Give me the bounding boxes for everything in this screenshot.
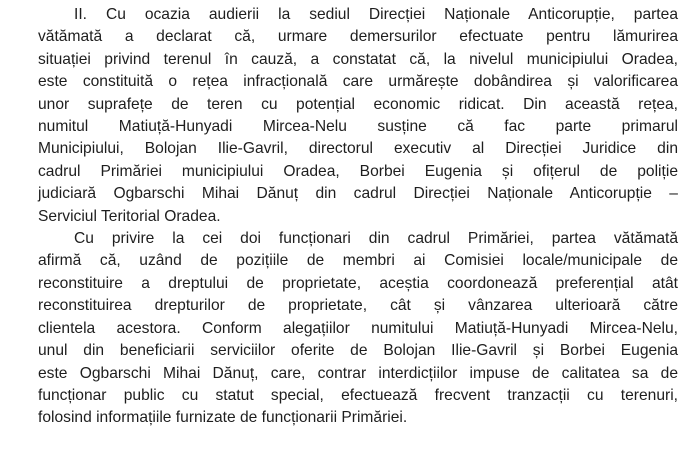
text-line: este Ogbarschi Mihai Dănuț, care, contrar interdicțiilor impuse de calitatea sa de	[38, 364, 678, 382]
text-line: reconstituire a dreptului de proprietate, aceștia coordonează preferențial atât	[38, 274, 678, 292]
text-line: Municipiului, Bolojan Ilie-Gavril, directorul executiv al Direcției Juridice din	[38, 140, 678, 158]
text-line: este constituită o rețea infracțională care urmărește dobândirea și valorificarea	[38, 73, 678, 91]
text-line: reconstituirea drepturilor de proprietate, cât și vânzarea ulterioară către	[38, 297, 678, 315]
text-line: situației privind terenul în cauză, a constatat că, la nivelul municipiului Oradea,	[38, 50, 678, 68]
text-line: judiciară Ogbarschi Mihai Dănuț din cadrul Direcției Naționale Anticorupție –	[38, 185, 678, 203]
text-line: clientela acestora. Conform alegațiilor numitului Matiuță-Hunyadi Mircea-Nelu,	[38, 319, 678, 337]
paragraph-2	[38, 228, 678, 430]
paragraph-1	[38, 4, 678, 228]
text-line: afirmă că, uzând de pozițiile de membri ai Comisiei locale/municipale de	[38, 252, 678, 270]
text-line: funcționar public cu statut special, efectuează frecvent tranzacții cu terenuri,	[38, 386, 678, 404]
text-line: vătămată a declarat că, urmare demersurilor efectuate pentru lămurirea	[38, 28, 678, 46]
text-line: cadrul Primăriei municipiului Oradea, Borbei Eugenia și ofițerul de poliție	[38, 162, 678, 180]
document-page	[38, 4, 678, 430]
text-line: unul din beneficiarii serviciilor oferite de Bolojan Ilie-Gavril și Borbei Eugenia	[38, 342, 678, 360]
text-line: Serviciul Teritorial Oradea.	[38, 207, 221, 225]
text-line: numitul Matiuță-Hunyadi Mircea-Nelu susține că fac parte primarul	[38, 118, 678, 136]
text-line: Cu privire la cei doi funcționari din cadrul Primăriei, partea vătămată	[74, 230, 678, 248]
text-line: folosind informațiile furnizate de funcționarii Primăriei.	[38, 409, 408, 427]
text-line: II. Cu ocazia audierii la sediul Direcției Naționale Anticorupție, partea	[74, 6, 678, 23]
text-line: unor suprafețe de teren cu potențial economic ridicat. Din această rețea,	[38, 95, 678, 113]
